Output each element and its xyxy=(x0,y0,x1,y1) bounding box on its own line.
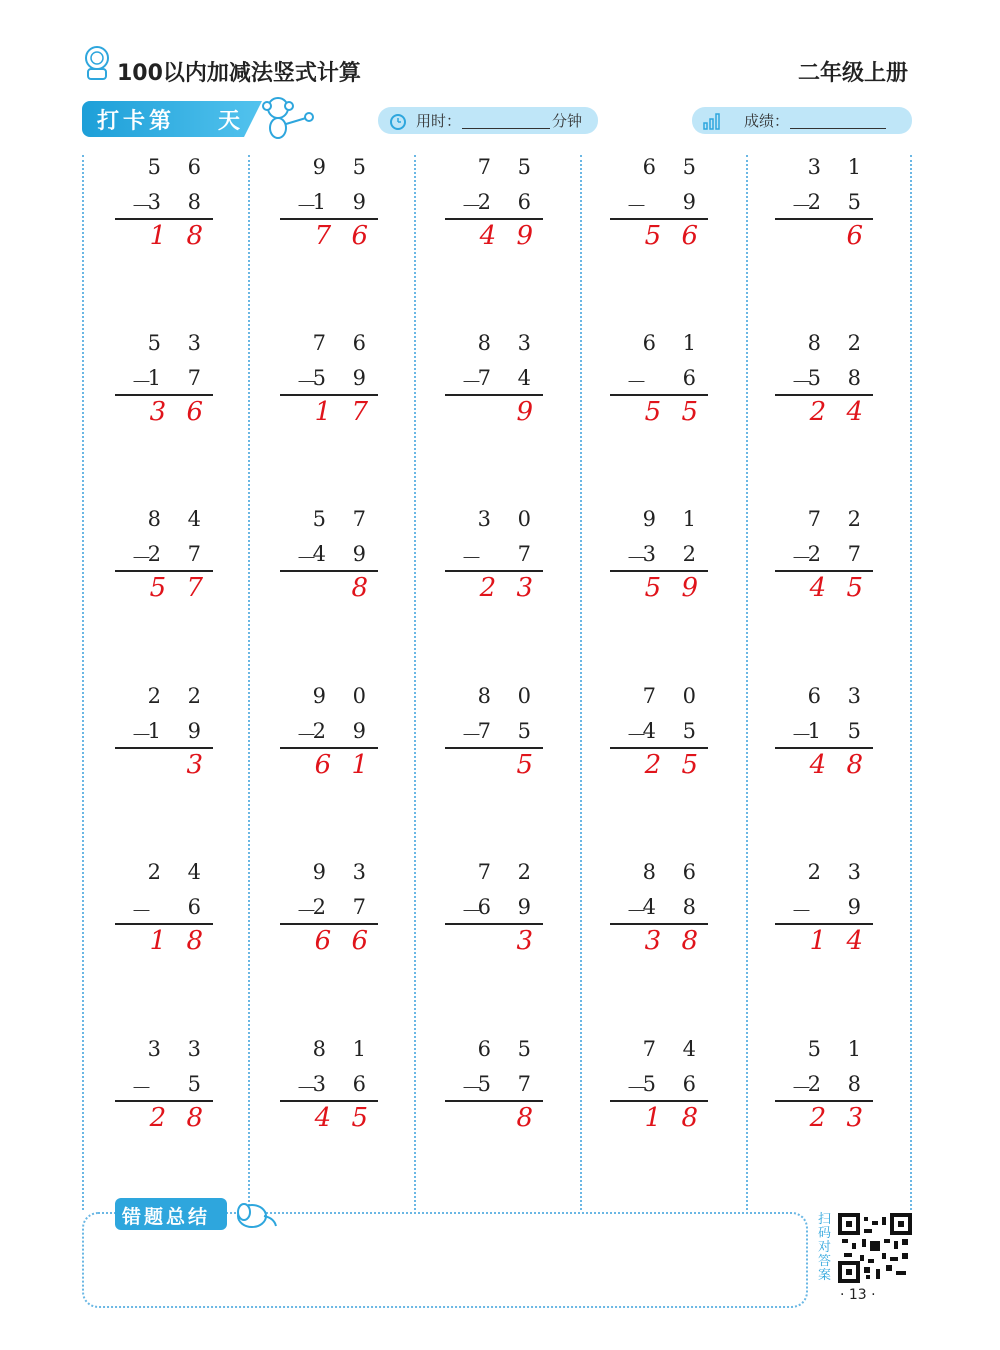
score-field[interactable] xyxy=(692,107,912,134)
minuend: 6 1 xyxy=(642,331,706,355)
grade-label: 二年级上册 xyxy=(797,61,908,86)
minus-sign: － xyxy=(296,194,317,218)
grid-divider xyxy=(414,155,416,1210)
minuend: 7 6 xyxy=(312,331,376,355)
handwritten-answer[interactable]: 2 4 xyxy=(809,397,869,427)
subtrahend: 6 xyxy=(187,895,211,919)
minus-sign: － xyxy=(461,546,482,570)
handwritten-answer[interactable]: 8 xyxy=(351,573,374,603)
answer-line xyxy=(115,394,213,396)
page-number: · 13 · xyxy=(840,1287,876,1303)
problem-cell xyxy=(610,684,720,780)
minuend: 3 0 xyxy=(477,507,541,531)
minuend: 7 5 xyxy=(477,155,541,179)
minus-sign: － xyxy=(626,899,647,923)
answer-line xyxy=(115,1100,213,1102)
handwritten-answer[interactable]: 9 xyxy=(516,397,539,427)
problem-cell xyxy=(115,860,225,956)
handwritten-answer[interactable]: 3 xyxy=(186,750,209,780)
minuend: 8 4 xyxy=(147,507,211,531)
minuend: 5 7 xyxy=(312,507,376,531)
minuend: 2 4 xyxy=(147,860,211,884)
minus-sign: － xyxy=(296,899,317,923)
answer-line xyxy=(115,923,213,925)
checkin-label: 打卡第 xyxy=(97,109,176,134)
answer-line xyxy=(610,747,708,749)
problem-cell xyxy=(610,1037,720,1133)
subtrahend: 5 9 xyxy=(312,366,376,390)
handwritten-answer[interactable]: 5 xyxy=(516,750,539,780)
handwritten-answer[interactable]: 7 6 xyxy=(314,221,374,251)
answer-line xyxy=(610,394,708,396)
qr-label: 扫码对答案 xyxy=(818,1212,832,1283)
subtrahend: 1 5 xyxy=(807,719,871,743)
problem-cell xyxy=(115,684,225,780)
answer-line xyxy=(775,923,873,925)
minus-sign: － xyxy=(131,723,152,747)
time-blank[interactable] xyxy=(462,128,550,129)
handwritten-answer[interactable]: 1 8 xyxy=(149,221,209,251)
minuend: 6 5 xyxy=(642,155,706,179)
subtrahend: 5 7 xyxy=(477,1072,541,1096)
handwritten-answer[interactable]: 2 8 xyxy=(149,1103,209,1133)
handwritten-answer[interactable]: 2 3 xyxy=(809,1103,869,1133)
minuend: 8 1 xyxy=(312,1037,376,1061)
problem-cell xyxy=(115,331,225,427)
minus-sign: － xyxy=(791,370,812,394)
problem-cell xyxy=(115,1037,225,1133)
minus-sign: － xyxy=(461,899,482,923)
minus-sign: － xyxy=(296,723,317,747)
handwritten-answer[interactable]: 8 xyxy=(516,1103,539,1133)
minus-sign: － xyxy=(626,194,647,218)
lion-logo-icon xyxy=(82,45,112,81)
problem-cell xyxy=(445,331,555,427)
problem-cell xyxy=(280,507,390,603)
grid-divider xyxy=(82,155,84,1210)
answer-line xyxy=(775,394,873,396)
subtrahend: 2 5 xyxy=(807,190,871,214)
minuend: 8 6 xyxy=(642,860,706,884)
handwritten-answer[interactable]: 1 8 xyxy=(149,926,209,956)
answer-line xyxy=(115,570,213,572)
qr-code[interactable] xyxy=(838,1213,912,1283)
minus-sign: － xyxy=(461,723,482,747)
subtrahend: 7 5 xyxy=(477,719,541,743)
subtrahend: 5 8 xyxy=(807,366,871,390)
answer-line xyxy=(445,923,543,925)
answer-line xyxy=(775,1100,873,1102)
minus-sign: － xyxy=(131,1076,152,1100)
minus-sign: － xyxy=(791,546,812,570)
minuend: 3 1 xyxy=(807,155,871,179)
minuend: 8 3 xyxy=(477,331,541,355)
handwritten-answer[interactable]: 1 7 xyxy=(314,397,374,427)
subtrahend: 1 7 xyxy=(147,366,211,390)
minuend: 9 3 xyxy=(312,860,376,884)
time-field[interactable] xyxy=(378,107,598,134)
time-label: 用时： xyxy=(416,112,462,130)
answer-line xyxy=(115,218,213,220)
minus-sign: － xyxy=(791,194,812,218)
problem-cell xyxy=(115,155,225,251)
subtrahend: 2 7 xyxy=(807,542,871,566)
answer-line xyxy=(775,747,873,749)
answer-line xyxy=(775,570,873,572)
mistake-summary-label: 错题总结 xyxy=(122,1206,211,1228)
minuend: 7 2 xyxy=(477,860,541,884)
subtrahend: 2 8 xyxy=(807,1072,871,1096)
subtrahend: 5 xyxy=(187,1072,211,1096)
subtrahend: 9 xyxy=(682,190,706,214)
answer-line xyxy=(280,394,378,396)
handwritten-answer[interactable]: 5 5 xyxy=(644,397,704,427)
minus-sign: － xyxy=(626,370,647,394)
answer-line xyxy=(610,218,708,220)
subtrahend: 2 9 xyxy=(312,719,376,743)
subtrahend: 6 9 xyxy=(477,895,541,919)
score-blank[interactable] xyxy=(790,128,886,129)
subtrahend: 4 5 xyxy=(642,719,706,743)
problem-cell xyxy=(280,331,390,427)
problem-cell xyxy=(280,860,390,956)
minuend: 6 5 xyxy=(477,1037,541,1061)
subtrahend: 1 9 xyxy=(147,719,211,743)
handwritten-answer[interactable]: 5 9 xyxy=(644,573,704,603)
minus-sign: － xyxy=(131,194,152,218)
minus-sign: － xyxy=(791,1076,812,1100)
answer-line xyxy=(445,747,543,749)
subtrahend: 2 7 xyxy=(147,542,211,566)
problem-cell xyxy=(280,1037,390,1133)
answer-line xyxy=(445,1100,543,1102)
minus-sign: － xyxy=(626,546,647,570)
answer-line xyxy=(115,747,213,749)
problem-cell xyxy=(775,684,885,780)
answer-line xyxy=(610,570,708,572)
answer-line xyxy=(445,570,543,572)
minuend: 8 0 xyxy=(477,684,541,708)
subtrahend: 5 6 xyxy=(642,1072,706,1096)
subtrahend: 3 2 xyxy=(642,542,706,566)
handwritten-answer[interactable]: 4 5 xyxy=(314,1103,374,1133)
problem-cell xyxy=(445,684,555,780)
answer-line xyxy=(610,1100,708,1102)
answer-line xyxy=(280,923,378,925)
problem-cell xyxy=(775,1037,885,1133)
time-unit: 分钟 xyxy=(552,112,583,130)
subtrahend: 4 8 xyxy=(642,895,706,919)
handwritten-answer[interactable]: 4 5 xyxy=(809,573,869,603)
problem-cell xyxy=(775,155,885,251)
problem-cell xyxy=(115,507,225,603)
answer-line xyxy=(775,218,873,220)
handwritten-answer[interactable]: 4 9 xyxy=(479,221,539,251)
subtrahend: 7 xyxy=(517,542,541,566)
problem-cell xyxy=(610,331,720,427)
minus-sign: － xyxy=(461,194,482,218)
minus-sign: － xyxy=(626,723,647,747)
minuend: 3 3 xyxy=(147,1037,211,1061)
chart-icon xyxy=(702,111,722,131)
minuend: 5 1 xyxy=(807,1037,871,1061)
subtrahend: 2 7 xyxy=(312,895,376,919)
problem-cell xyxy=(610,155,720,251)
answer-line xyxy=(280,1100,378,1102)
minus-sign: － xyxy=(131,370,152,394)
minus-sign: － xyxy=(131,899,152,923)
grid-divider xyxy=(910,155,912,1210)
problem-cell xyxy=(445,860,555,956)
problem-cell xyxy=(280,155,390,251)
handwritten-answer[interactable]: 6 xyxy=(846,221,869,251)
minus-sign: － xyxy=(626,1076,647,1100)
handwritten-answer[interactable]: 6 6 xyxy=(314,926,374,956)
handwritten-answer[interactable]: 2 5 xyxy=(644,750,704,780)
subtrahend: 4 9 xyxy=(312,542,376,566)
handwritten-answer[interactable]: 3 6 xyxy=(149,397,209,427)
minuend: 2 3 xyxy=(807,860,871,884)
minuend: 9 0 xyxy=(312,684,376,708)
problem-cell xyxy=(775,860,885,956)
problem-cell xyxy=(445,155,555,251)
answer-line xyxy=(610,923,708,925)
handwritten-answer[interactable]: 1 4 xyxy=(809,926,869,956)
minuend: 8 2 xyxy=(807,331,871,355)
alarm-clock-icon xyxy=(388,111,408,131)
answer-line xyxy=(445,218,543,220)
problem-grid xyxy=(82,155,912,1210)
minuend: 6 3 xyxy=(807,684,871,708)
minus-sign: － xyxy=(296,546,317,570)
monkey-icon xyxy=(256,92,316,142)
grid-divider xyxy=(248,155,250,1210)
minus-sign: － xyxy=(461,370,482,394)
problem-cell xyxy=(775,331,885,427)
handwritten-answer[interactable]: 4 8 xyxy=(809,750,869,780)
subtrahend: 6 xyxy=(682,366,706,390)
minuend: 9 5 xyxy=(312,155,376,179)
handwritten-answer[interactable]: 3 xyxy=(516,926,539,956)
grid-divider xyxy=(746,155,748,1210)
problem-cell xyxy=(610,860,720,956)
elephant-icon xyxy=(230,1196,280,1232)
minuend: 7 4 xyxy=(642,1037,706,1061)
minus-sign: － xyxy=(791,723,812,747)
minuend: 2 2 xyxy=(147,684,211,708)
minus-sign: － xyxy=(296,1076,317,1100)
handwritten-answer[interactable]: 3 8 xyxy=(644,926,704,956)
answer-line xyxy=(280,218,378,220)
handwritten-answer[interactable]: 5 6 xyxy=(644,221,704,251)
answer-line xyxy=(445,394,543,396)
minus-sign: － xyxy=(461,1076,482,1100)
subtrahend: 9 xyxy=(847,895,871,919)
problem-cell xyxy=(445,1037,555,1133)
minus-sign: － xyxy=(791,899,812,923)
answer-line xyxy=(280,570,378,572)
problem-cell xyxy=(280,684,390,780)
problem-cell xyxy=(610,507,720,603)
handwritten-answer[interactable]: 5 7 xyxy=(149,573,209,603)
handwritten-answer[interactable]: 2 3 xyxy=(479,573,539,603)
minuend: 7 2 xyxy=(807,507,871,531)
subtrahend: 3 8 xyxy=(147,190,211,214)
subtrahend: 7 4 xyxy=(477,366,541,390)
score-label: 成绩： xyxy=(744,112,790,130)
page-title: 100以内加减法竖式计算 xyxy=(117,61,361,86)
problem-cell xyxy=(445,507,555,603)
subtrahend: 3 6 xyxy=(312,1072,376,1096)
subtrahend: 1 9 xyxy=(312,190,376,214)
minuend: 7 0 xyxy=(642,684,706,708)
minus-sign: － xyxy=(131,546,152,570)
handwritten-answer[interactable]: 6 1 xyxy=(314,750,374,780)
minus-sign: － xyxy=(296,370,317,394)
minuend: 9 1 xyxy=(642,507,706,531)
subtrahend: 2 6 xyxy=(477,190,541,214)
answer-line xyxy=(280,747,378,749)
minuend: 5 6 xyxy=(147,155,211,179)
checkin-day-label: 天 xyxy=(218,109,241,134)
handwritten-answer[interactable]: 1 8 xyxy=(644,1103,704,1133)
problem-cell xyxy=(775,507,885,603)
minuend: 5 3 xyxy=(147,331,211,355)
grid-divider xyxy=(580,155,582,1210)
